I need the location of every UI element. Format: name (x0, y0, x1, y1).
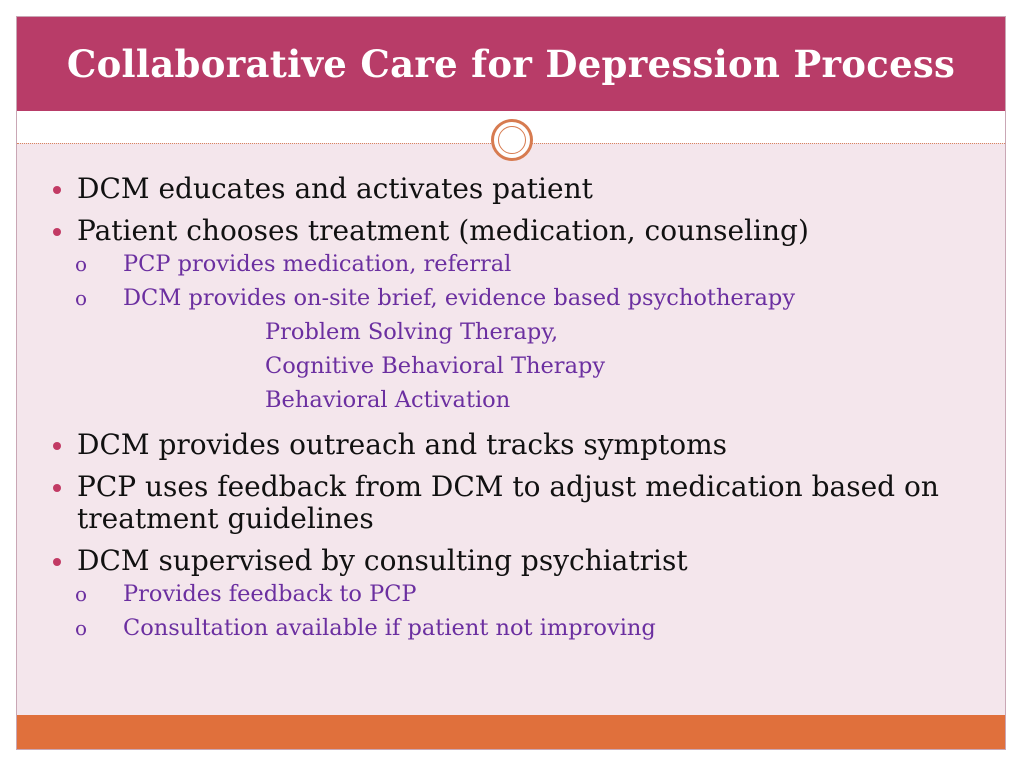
sub-bullet-text: PCP provides medication, referral (123, 251, 512, 277)
sub-bullet-item (53, 247, 983, 281)
hollow-circle-bullet-icon: o (75, 616, 88, 640)
bullet-text: DCM educates and activates patient (77, 172, 593, 205)
bullet-dot-icon (53, 186, 61, 194)
circle-ornament-icon (491, 119, 533, 161)
hollow-circle-bullet-icon: o (75, 286, 88, 310)
bullet-dot-icon (53, 442, 61, 450)
bullet-item (53, 471, 983, 535)
bullet-item (53, 429, 983, 461)
therapy-item: Cognitive Behavioral Therapy (265, 353, 606, 379)
sub-bullet-item (53, 577, 983, 611)
title-bar (17, 17, 1005, 111)
circle-ornament-inner (498, 126, 526, 154)
bullet-text: Patient chooses treatment (medication, counseling) (77, 214, 809, 247)
bullet-item (53, 545, 983, 577)
bullet-text: DCM supervised by consulting psychiatrist (77, 544, 688, 577)
therapy-item: Problem Solving Therapy, (265, 319, 559, 345)
bottom-bar (17, 715, 1005, 749)
bullet-list (53, 173, 983, 645)
slide (16, 16, 1006, 750)
bullet-text: DCM provides outreach and tracks symptoms (77, 428, 728, 461)
bullet-dot-icon (53, 558, 61, 566)
bullet-text: PCP uses feedback from DCM to adjust medication based on treatment guidelines (77, 470, 939, 535)
bullet-item (53, 173, 983, 205)
slide-title: Collaborative Care for Depression Process (66, 42, 956, 86)
sub-bullet-text: Provides feedback to PCP (123, 581, 417, 607)
hollow-circle-bullet-icon: o (75, 252, 88, 276)
bullet-dot-icon (53, 484, 61, 492)
sub-bullet-item (53, 611, 983, 645)
hollow-circle-bullet-icon: o (75, 582, 88, 606)
sub-bullet-text: DCM provides on-site brief, evidence based psychotherapy (123, 285, 796, 311)
therapy-item: Behavioral Activation (265, 387, 511, 413)
sub-bullet-text: Consultation available if patient not improving (123, 615, 656, 641)
bullet-item (53, 215, 983, 247)
bullet-dot-icon (53, 228, 61, 236)
sub-bullet-item (53, 281, 983, 315)
